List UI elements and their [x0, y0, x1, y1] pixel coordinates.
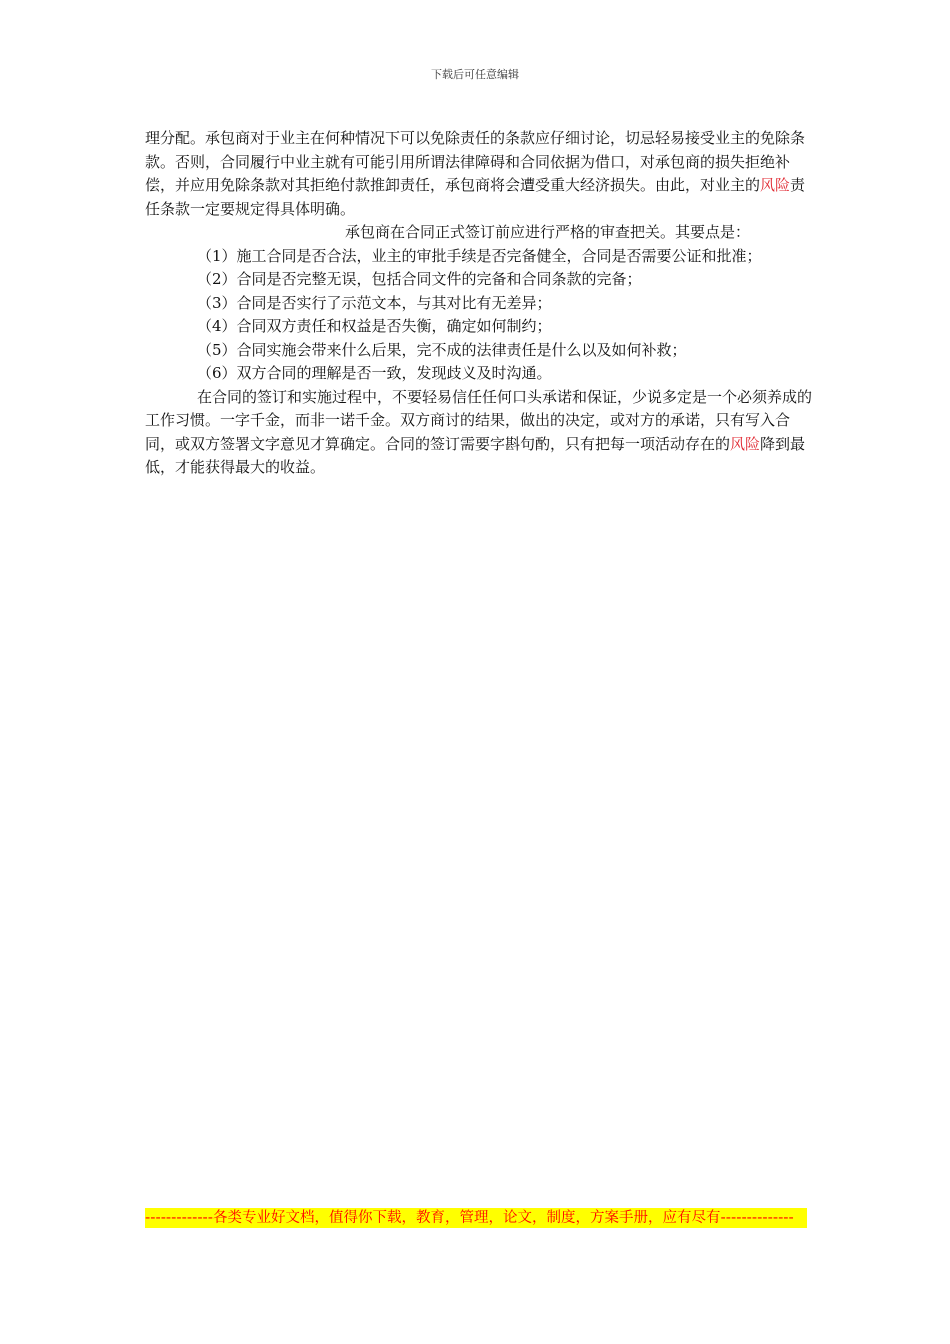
paragraph-signing-advice	[145, 386, 817, 480]
review-intro: 承包商在合同正式签订前应进行严格的审查把关。其要点是：	[345, 223, 751, 241]
page-header: 下载后可任意编辑	[431, 68, 519, 81]
footer-promo-banner: -------------各类专业好文档，值得你下载，教育，管理，论文，制度，方案手册，应有尽有--------------	[145, 1208, 807, 1228]
list-item-4: （4）合同双方责任和权益是否失衡，确定如何制约；	[197, 317, 552, 335]
paragraph-text: 责任条款一定要规定得具体明确。	[145, 176, 806, 218]
list-item-2: （2）合同是否完整无误，包括合同文件的完备和合同条款的完备；	[197, 270, 642, 288]
list-item-3: （3）合同是否实行了示范文本，与其对比有无差异；	[197, 293, 552, 312]
list-item-1: （1）施工合同是否合法，业主的审批手续是否完备健全，合同是否需要公证和批准；	[197, 246, 762, 265]
paragraph-text: 降到最低，才能获得最大的收益。	[145, 434, 806, 476]
paragraph-text: 理分配。承包商对于业主在何种情况下可以免除责任的条款应仔细讨论，切忌轻易接受业主的免除条款。否则，合同履行中业主就有可能引用所谓法律障碍和合同依据为借口，对承包商的损失拒绝补偿，并应用免除条款对其拒绝付款推卸责任，承包商将会遭受重大经济损失。由此，对业主的	[145, 129, 806, 194]
list-item-5: （5）合同实施会带来什么后果，完不成的法律责任是什么以及如何补救；	[197, 340, 687, 359]
document-body	[145, 127, 817, 480]
list-item-6: （6）双方合同的理解是否一致，发现歧义及时沟通。	[197, 364, 552, 382]
risk-link[interactable]: 风险	[730, 434, 761, 453]
paragraph-risk-allocation	[145, 127, 817, 221]
paragraph-text: 在合同的签订和实施过程中，不要轻易信任任何口头承诺和保证，少说多定是一个必须养成的工作习惯。一字千金，而非一诺千金。双方商讨的结果，做出的决定，或对方的承诺，只有写入合同，或双方签署文字意见才算确定。合同的签订需要字斟句酌，只有把每一项活动存在的	[145, 387, 813, 453]
risk-link[interactable]: 风险	[760, 176, 791, 194]
